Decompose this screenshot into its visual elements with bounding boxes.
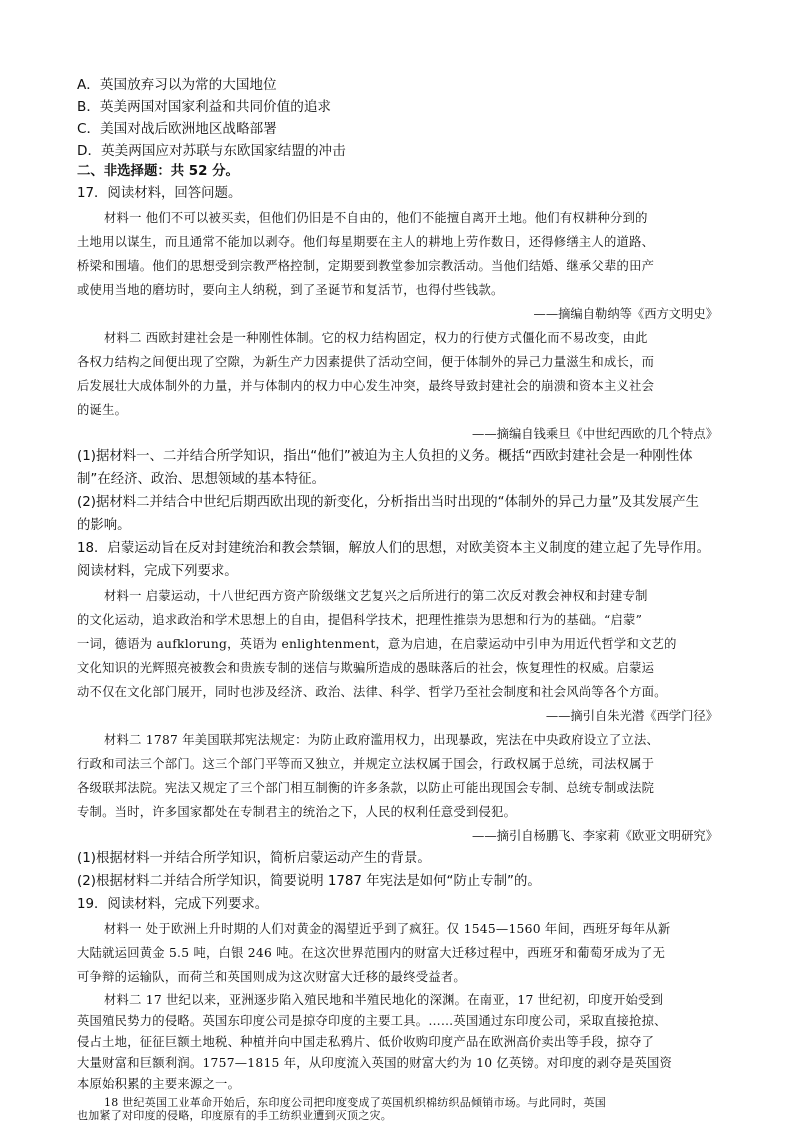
option-b: B．英美两国对国家利益和共同价值的追求 bbox=[77, 99, 332, 115]
q17-material-1-line: 材料一 他们不可以被买卖，但他们仍旧是不自由的，他们不能擅自离开土地。他们有权耕种分到的 bbox=[104, 211, 648, 225]
q17-question-2: (2)据材料二并结合中世纪后期西欧出现的新变化，分析指出当时出现的“体制外的异己力量”及其发展产生 bbox=[77, 495, 700, 510]
q19-material-2-line: 侵占土地，征征巨额土地税、种植并向中国走私鸦片、低价收购印度产品在欧洲高价卖出等手段，掠夺了 bbox=[77, 1035, 655, 1049]
q18-question-2: (2)根据材料二并结合所学知识，简要说明 1787 年宪法是如何“防止专制”的。 bbox=[77, 874, 541, 889]
q17-material-2-line: 的诞生。 bbox=[77, 403, 128, 417]
q17-question-2: 的影响。 bbox=[77, 518, 131, 533]
q19-material-2-line: 英国殖民势力的侵略。英国东印度公司是掠夺印度的主要工具。……英国通过东印度公司，采取直接抢掠、 bbox=[77, 1014, 667, 1028]
q19-material-2-line: 材料二 17 世纪以来，亚洲逐步陷入殖民地和半殖民地化的深渊。在南亚，17 世纪初，印度开始受到 bbox=[104, 993, 664, 1007]
q19-material-1-line: 大陆就运回黄金 5.5 吨，白银 246 吨。在这次世界范围内的财富大迁移过程中，西班牙和葡萄牙成为了无 bbox=[77, 946, 666, 960]
q18-material-2-source: ——摘引自杨鹏飞、李家莉《欧亚文明研究》 bbox=[472, 829, 718, 843]
q18-material-1-line: 材料一 启蒙运动，十八世纪西方资产阶级继文艺复兴之后所进行的第二次反对教会神权和封建专制 bbox=[104, 589, 648, 603]
q17-stem: 17．阅读材料，回答问题。 bbox=[77, 186, 242, 201]
option-a: A．英国放弃习以为常的大国地位 bbox=[77, 77, 277, 93]
q19-material-2-line: 本原始积累的主要来源之一。 bbox=[77, 1077, 241, 1091]
q17-material-2-line: 材料二 西欧封建社会是一种刚性体制。它的权力结构固定，权力的行使方式僵化而不易改变，由此 bbox=[104, 331, 648, 345]
q19-material-1-line: 可争辩的运输队，而荷兰和英国则成为这次财富大迁移的最终受益者。 bbox=[77, 970, 466, 984]
q17-material-2-source: ——摘编自钱乘旦《中世纪西欧的几个特点》 bbox=[472, 427, 718, 441]
q19-material-1-line: 材料一 处于欧洲上升时期的人们对黄金的渴望近乎到了疯狂。仅 1545—1560 年间，西班牙每年从新 bbox=[104, 922, 671, 936]
q18-material-2-line: 各级联邦法院。宪法又规定了三个部门相互制衡的许多条款，以防止可能出现国会专制、总统专制或法院 bbox=[77, 781, 655, 795]
q17-material-2-line: 后发展壮大成体制外的力量，并与体制内的权力中心发生冲突，最终导致封建社会的崩溃和资本主义社会 bbox=[77, 379, 655, 393]
q18-stem: 18．启蒙运动旨在反对封建统治和教会禁锢，解放人们的思想，对欧美资本主义制度的建立起了先导作用。 bbox=[77, 541, 711, 556]
q19-material-3-line: 18 世纪英国工业革命开始后，东印度公司把印度变成了英国机织棉纺织品倾销市场。与此同时，英国 bbox=[104, 1096, 606, 1109]
q17-question-1: 制”在经济、政治、思想领域的基本特征。 bbox=[77, 472, 325, 487]
section-title: 二、非选择题：共 52 分。 bbox=[77, 164, 239, 179]
q17-material-1-line: 桥梁和围墙。他们的思想受到宗教严格控制，定期要到教堂参加宗教活动。当他们结婚、继承父辈的田产 bbox=[77, 259, 655, 273]
q18-stem: 阅读材料，完成下列要求。 bbox=[77, 564, 238, 579]
q17-material-2-line: 各权力结构之间便出现了空隙，为新生产力因素提供了活动空间，便于体制外的异己力量滋生和成长，而 bbox=[77, 355, 655, 369]
q19-material-2-line: 大量财富和巨额利润。1757—1815 年，从印度流入英国的财富大约为 10 亿英镑。对印度的剥夺是英国资 bbox=[77, 1056, 673, 1070]
q17-material-1-line: 土地用以谋生，而且通常不能加以剥夺。他们每星期要在主人的耕地上劳作数日，还得修缮主人的道路、 bbox=[77, 235, 655, 249]
option-d: D．英美两国应对苏联与东欧国家结盟的冲击 bbox=[77, 143, 346, 159]
q18-material-2-line: 专制。当时，许多国家都处在专制君主的统治之下，人民的权利任意受到侵犯。 bbox=[77, 805, 517, 819]
q17-material-1-source: ——摘编自勒纳等《西方文明史》 bbox=[533, 307, 718, 321]
q18-material-1-source: ——摘引自朱光潜《西学门径》 bbox=[545, 709, 718, 723]
q18-material-1-line: 一词，德语为 aufklorung，英语为 enlightenment，意为启迪，在启蒙运动中引申为用近代哲学和文艺的 bbox=[77, 637, 677, 651]
q18-material-1-line: 的文化运动，追求政治和学术思想上的自由，提倡科学技术，把理性推崇为思想和行为的基础。“启蒙” bbox=[77, 613, 643, 627]
q19-material-3-line: 也加紧了对印度的侵略，印度原有的手工纺织业遭到灭顶之灾。 bbox=[77, 1109, 392, 1122]
q18-material-2-line: 材料二 1787 年美国联邦宪法规定：为防止政府滥用权力，出现暴政，宪法在中央政府设立了立法、 bbox=[104, 733, 660, 747]
q19-stem: 19．阅读材料，完成下列要求。 bbox=[77, 897, 269, 912]
q18-material-2-line: 行政和司法三个部门。这三个部门平等而又独立，并规定立法权属于国会，行政权属于总统，司法权属于 bbox=[77, 757, 655, 771]
q18-material-1-line: 动不仅在文化部门展开，同时也涉及经济、政治、法律、科学、哲学乃至社会制度和社会风尚等各个方面。 bbox=[77, 685, 667, 699]
q18-question-1: (1)根据材料一并结合所学知识，简析启蒙运动产生的背景。 bbox=[77, 851, 431, 866]
q18-material-1-line: 文化知识的光辉照亮被教会和贵族专制的迷信与欺骗所造成的愚昧落后的社会，恢复理性的权威。启蒙运 bbox=[77, 661, 655, 675]
q17-question-1: (1)据材料一、二并结合所学知识，指出“他们”被迫为主人负担的义务。概括“西欧封建社会是一种刚性体 bbox=[77, 449, 693, 464]
q17-material-1-line: 或使用当地的磨坊时，要向主人纳税，到了圣诞节和复活节，也得付些钱款。 bbox=[77, 283, 504, 297]
option-c: C．美国对战后欧洲地区战略部署 bbox=[77, 121, 277, 137]
